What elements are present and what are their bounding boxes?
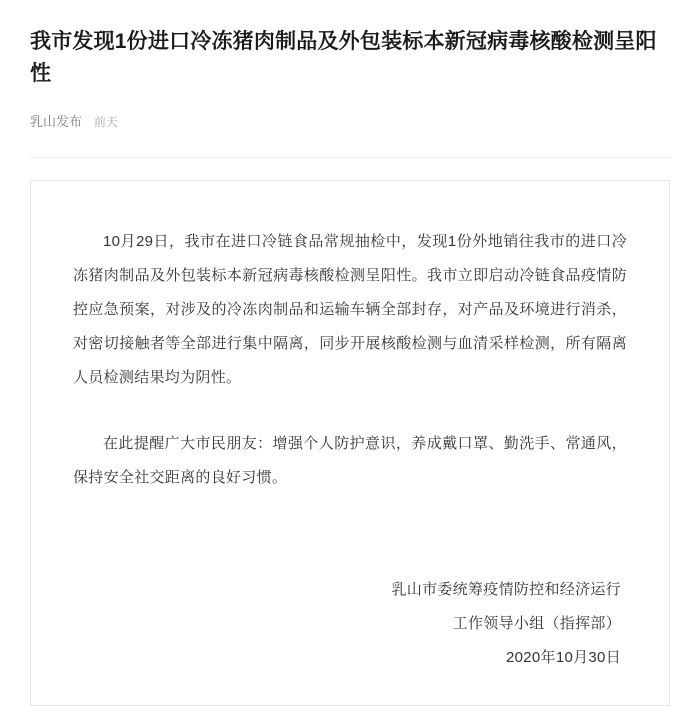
article-timestamp: 前天 xyxy=(94,115,119,129)
signature-date: 2020年10月30日 xyxy=(505,649,621,666)
announcement-signature xyxy=(73,573,627,675)
signature-department: 工作领导小组（指挥部） xyxy=(452,615,621,632)
article-meta xyxy=(30,111,670,130)
announcement-paragraph-1: 10月29日，我市在进口冷链食品常规抽检中，发现1份外地销往我市的进口冷冻猪肉制品及外包装标本新冠病毒核酸检测呈阳性。我市立即启动冷链食品疫情防控应急预案，对涉及的冷冻肉制品和运输车辆全部封存，对产品及环境进行消杀，对密切接触者等全部进行集中隔离，同步开展核酸检测与血清采样检测，所有隔离人员检测结果均为阴性。 xyxy=(73,233,627,386)
page-title: 我市发现1份进口冷冻猪肉制品及外包装标本新冠病毒核酸检测呈阳性 xyxy=(30,30,657,85)
announcement-card xyxy=(30,180,670,706)
header-divider xyxy=(30,157,670,158)
announcement-paragraph-2: 在此提醒广大市民朋友：增强个人防护意识，养成戴口罩、勤洗手、常通风，保持安全社交距离的良好习惯。 xyxy=(73,435,627,486)
article-source: 乳山发布 xyxy=(30,114,83,129)
signature-organization: 乳山市委统筹疫情防控和经济运行 xyxy=(391,581,621,598)
